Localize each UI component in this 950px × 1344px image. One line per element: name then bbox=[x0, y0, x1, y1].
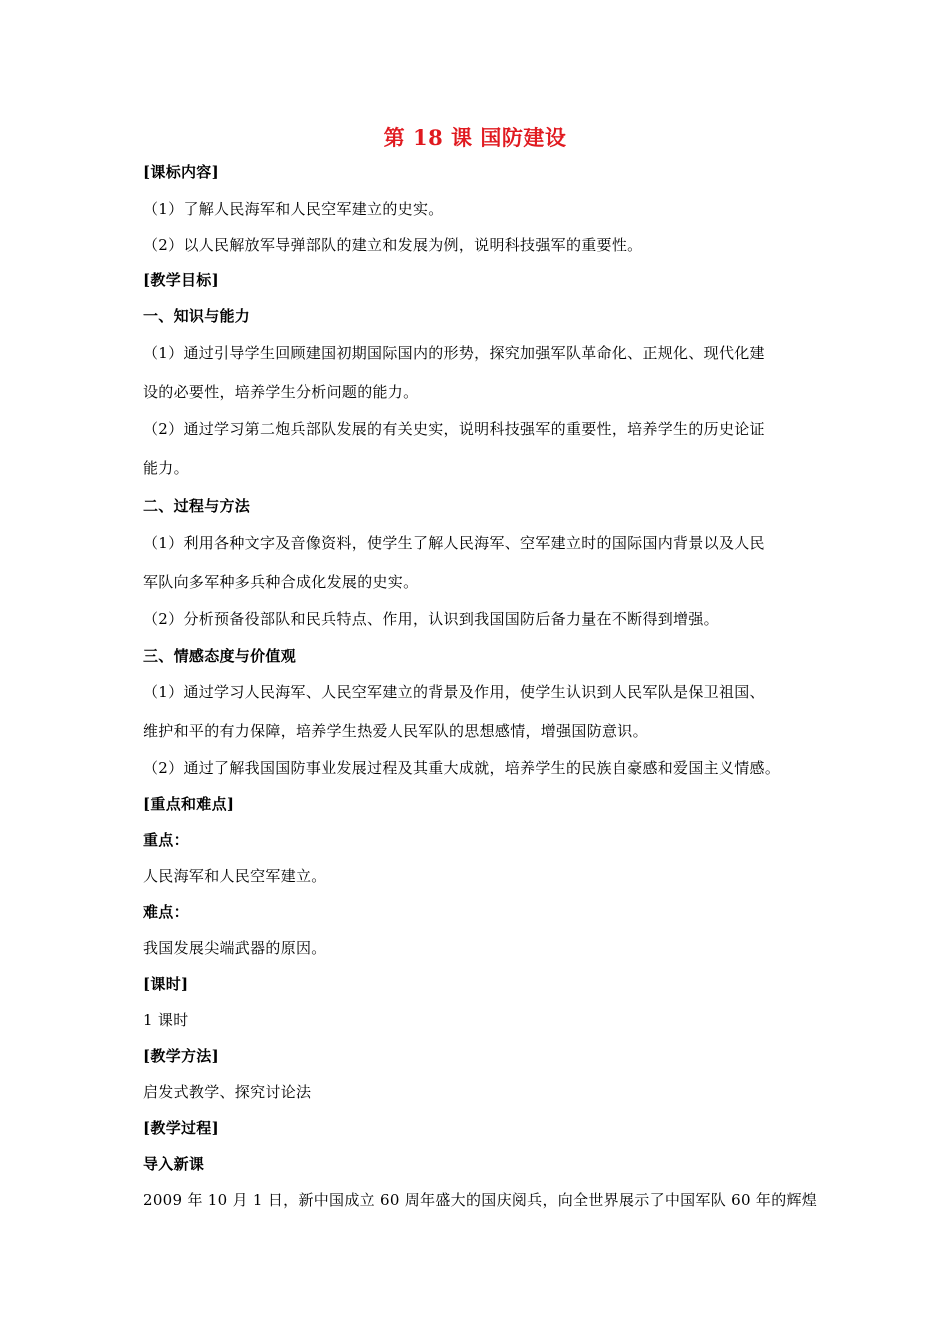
section-heading-zhongdian: [重点和难点] bbox=[143, 795, 235, 813]
fangfa-text: 启发式教学、探究讨论法 bbox=[143, 1083, 312, 1101]
section-heading-keshi: [课时] bbox=[143, 975, 189, 993]
section-heading-fangfa: [教学方法] bbox=[143, 1047, 219, 1065]
intro-heading: 导入新课 bbox=[143, 1155, 205, 1173]
emotion-line-2: 维护和平的有力保障，培养学生热爱人民军队的思想感情，增强国防意识。 bbox=[143, 722, 648, 740]
keshi-text: 1 课时 bbox=[143, 1011, 189, 1029]
kebiao-item-1: （1）了解人民海军和人民空军建立的史实。 bbox=[143, 200, 444, 218]
knowledge-line-3: （2）通过学习第二炮兵部队发展的有关史实，说明科技强军的重要性，培养学生的历史论证 bbox=[143, 420, 765, 438]
process-line-1: （1）利用各种文字及音像资料，使学生了解人民海军、空军建立时的国际国内背景以及人民 bbox=[143, 534, 765, 552]
knowledge-line-2: 设的必要性，培养学生分析问题的能力。 bbox=[143, 383, 419, 401]
process-line-2: 军队向多军种多兵种合成化发展的史实。 bbox=[143, 573, 419, 591]
kebiao-item-2: （2）以人民解放军导弹部队的建立和发展为例，说明科技强军的重要性。 bbox=[143, 236, 643, 254]
lesson-title: 第 18 课 国防建设 bbox=[383, 125, 567, 150]
subheading-emotion: 三、情感态度与价值观 bbox=[143, 647, 297, 665]
section-heading-kebiao: [课标内容] bbox=[143, 163, 219, 181]
section-heading-guocheng: [教学过程] bbox=[143, 1119, 219, 1137]
emotion-line-3: （2）通过了解我国国防事业发展过程及其重大成就，培养学生的民族自豪感和爱国主义情感。 bbox=[143, 759, 781, 777]
difficult-point-label: 难点： bbox=[143, 903, 189, 921]
section-heading-mubiao: [教学目标] bbox=[143, 271, 219, 289]
emotion-line-1: （1）通过学习人民海军、人民空军建立的背景及作用，使学生认识到人民军队是保卫祖国、 bbox=[143, 683, 765, 701]
intro-text: 2009 年 10 月 1 日，新中国成立 60 周年盛大的国庆阅兵，向全世界展示了中国军队 60 年的辉煌 bbox=[143, 1191, 818, 1209]
knowledge-line-1: （1）通过引导学生回顾建国初期国际国内的形势，探究加强军队革命化、正规化、现代化建 bbox=[143, 344, 765, 362]
key-point-label: 重点： bbox=[143, 831, 189, 849]
key-point-text: 人民海军和人民空军建立。 bbox=[143, 867, 327, 885]
subheading-knowledge: 一、知识与能力 bbox=[143, 307, 251, 325]
difficult-point-text: 我国发展尖端武器的原因。 bbox=[143, 939, 327, 957]
subheading-process: 二、过程与方法 bbox=[143, 497, 251, 515]
knowledge-line-4: 能力。 bbox=[143, 459, 189, 477]
process-line-3: （2）分析预备役部队和民兵特点、作用，认识到我国国防后备力量在不断得到增强。 bbox=[143, 610, 719, 628]
